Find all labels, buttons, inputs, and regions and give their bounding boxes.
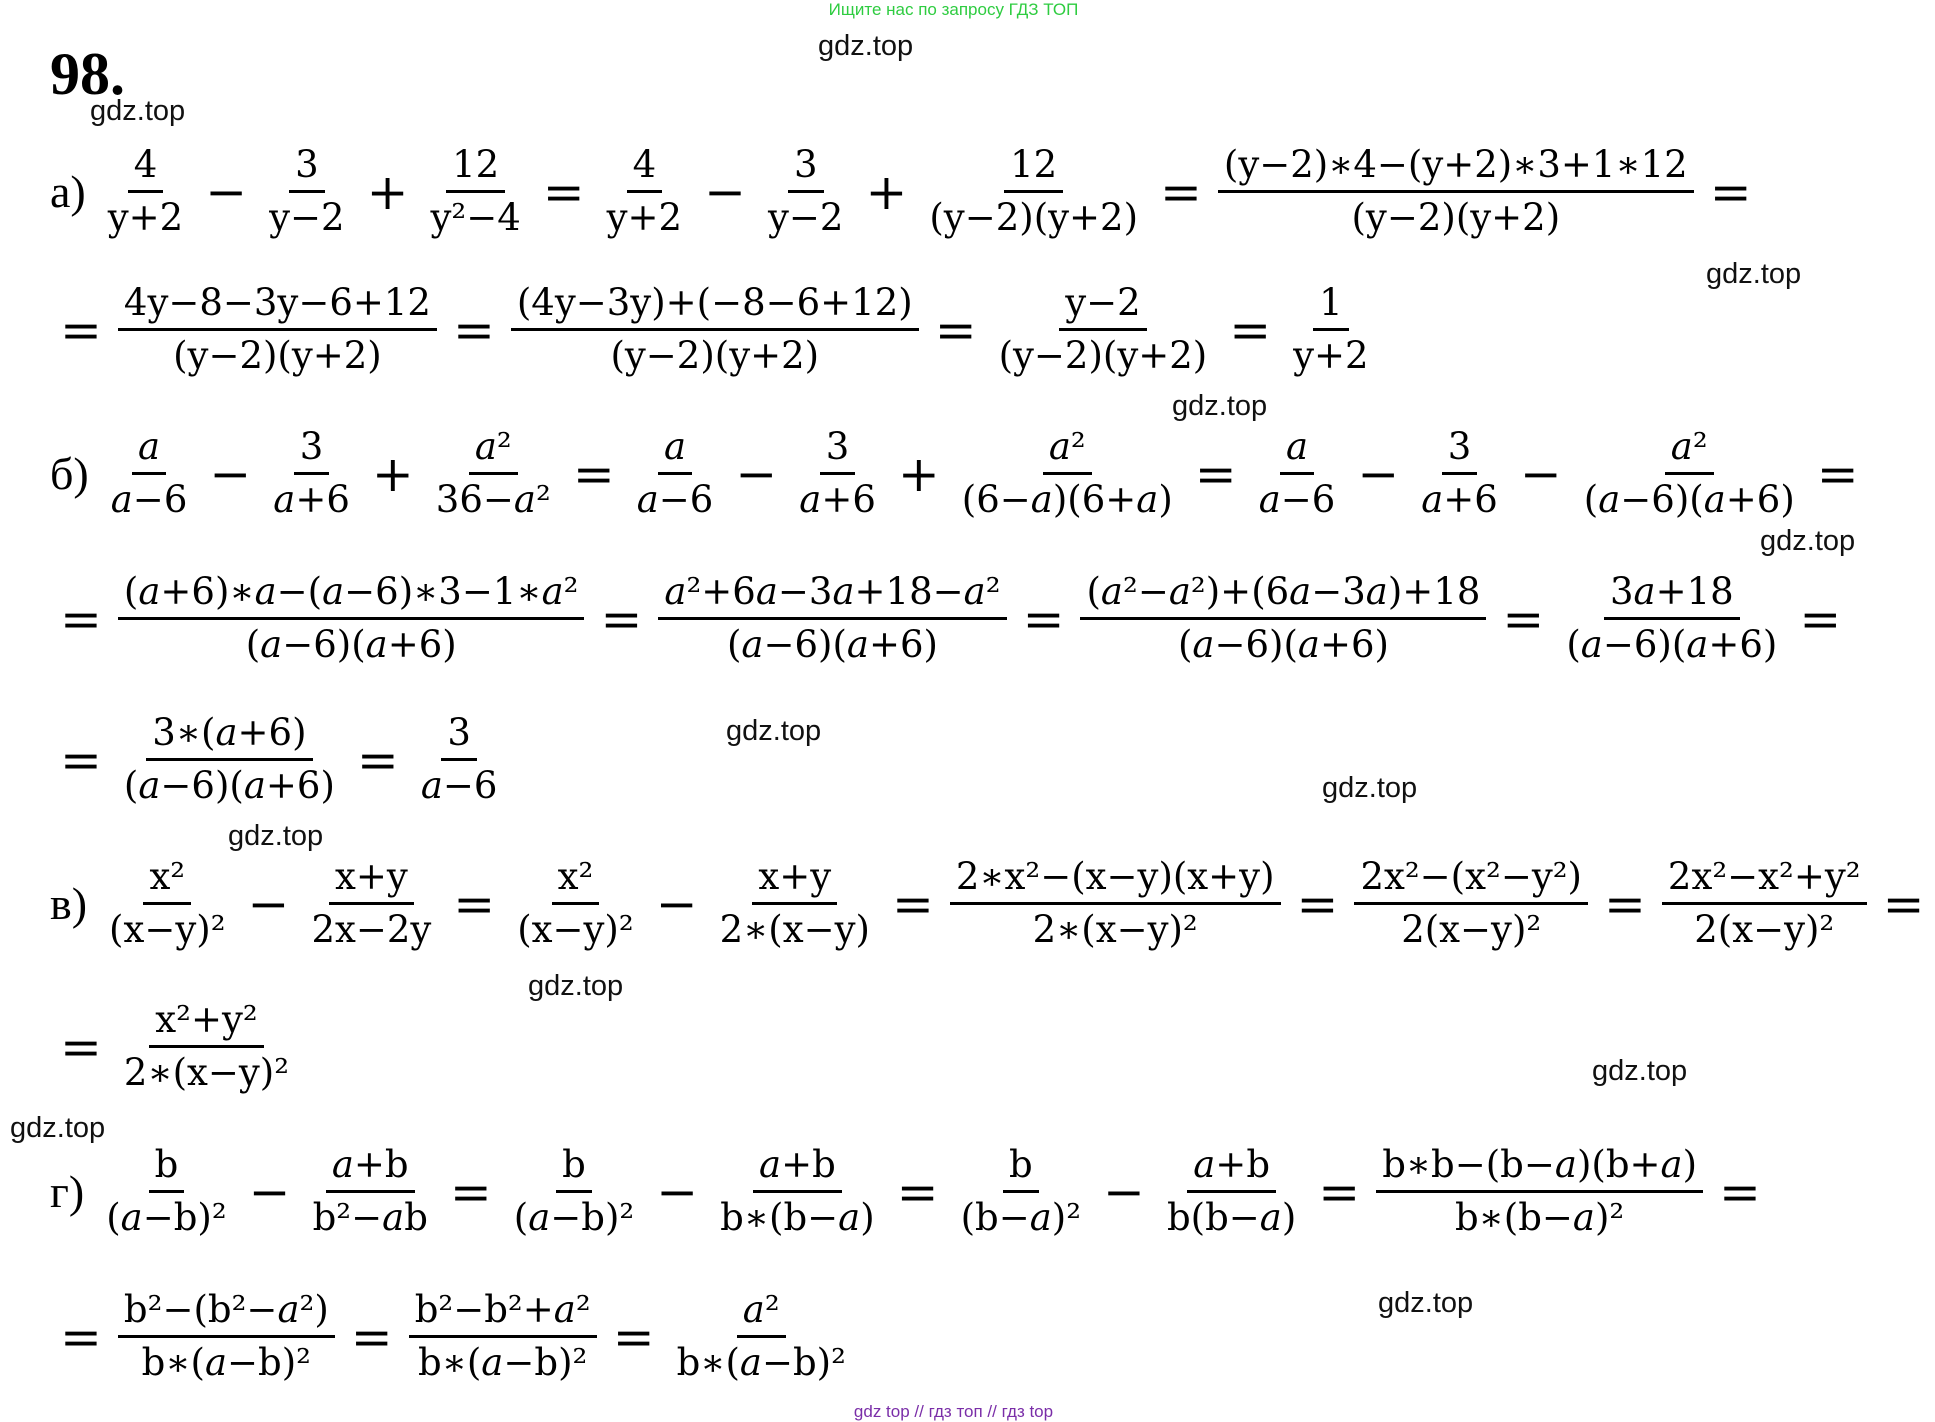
operator: = (1160, 162, 1202, 221)
operator: = (1709, 162, 1752, 221)
fraction (714, 1140, 880, 1243)
numerator: 4 (128, 140, 164, 193)
operator: = (612, 1307, 655, 1366)
watermark: gdz.top (10, 1112, 106, 1144)
fraction (601, 140, 688, 243)
denominator: b(b−a) (1166, 1196, 1297, 1239)
watermark: gdz.top (1172, 390, 1268, 422)
watermark: gdz.top (1592, 1055, 1688, 1087)
numerator: x²+y² (149, 995, 263, 1048)
fraction (263, 140, 350, 243)
operator: = (542, 162, 585, 221)
numerator: b (1003, 1140, 1039, 1193)
operator: = (1882, 874, 1925, 933)
numerator: x² (552, 852, 600, 905)
numerator: 3 (820, 422, 856, 475)
watermark: gdz.top (528, 970, 624, 1002)
operator: + (371, 444, 414, 503)
watermark: gdz.top (90, 95, 186, 127)
operator: = (1229, 300, 1272, 359)
operator: − (205, 162, 248, 221)
part-b-line-2 (50, 567, 1851, 670)
watermark: gdz.top (1378, 1287, 1474, 1319)
denominator: 2(x−y)² (1694, 908, 1835, 951)
denominator: y−2 (269, 196, 345, 239)
denominator: y+2 (1293, 334, 1369, 377)
numerator: a² (469, 422, 518, 475)
numerator: a (1280, 422, 1314, 475)
operator: = (896, 1162, 939, 1221)
numerator: a (658, 422, 692, 475)
operator: + (897, 444, 940, 503)
fraction (305, 852, 437, 955)
part-b-line-3 (50, 708, 509, 811)
denominator: (a−6)(a+6) (245, 623, 457, 666)
watermark: gdz.top (726, 715, 822, 747)
denominator: a−6 (636, 478, 714, 521)
denominator: (y−2)(y+2) (998, 334, 1208, 377)
watermark: gdz.top (818, 30, 914, 62)
numerator: 12 (1004, 140, 1063, 193)
operator: − (247, 874, 290, 933)
denominator: b∗(a−b)² (676, 1341, 846, 1384)
footer-links: gdz top // гдз топ // гдз top (853, 1402, 1054, 1421)
numerator: a+b (326, 1140, 415, 1193)
numerator: a²+6a−3a+18−a² (658, 567, 1006, 620)
fraction (955, 1140, 1087, 1243)
numerator: 12 (446, 140, 505, 193)
denominator: (a−6)(a+6) (1583, 478, 1795, 521)
fraction (118, 278, 437, 381)
fraction (415, 708, 504, 811)
operator: = (1816, 444, 1859, 503)
operator: = (1022, 589, 1065, 648)
denominator: b∗(b−a) (720, 1196, 875, 1239)
fraction (658, 567, 1006, 670)
fraction (793, 422, 882, 525)
top-banner: Ищите нас по запросу ГДЗ ТОП (828, 0, 1079, 19)
denominator: a−6 (1258, 478, 1336, 521)
operator: − (735, 444, 778, 503)
operator: + (366, 162, 409, 221)
fraction (762, 140, 849, 243)
part-label: б) (50, 448, 89, 499)
denominator: a−6 (110, 478, 188, 521)
fraction (118, 708, 341, 811)
denominator: (y−2)(y+2) (173, 334, 382, 377)
numerator: 3a+18 (1604, 567, 1740, 620)
denominator: y+2 (606, 196, 683, 239)
operator: = (60, 589, 102, 648)
fraction (631, 422, 720, 525)
fraction (1578, 422, 1801, 525)
part-g-line-1 (50, 1140, 1771, 1243)
operator: = (891, 874, 934, 933)
operator: − (248, 1162, 291, 1221)
operator: = (60, 300, 102, 359)
denominator: (a−6)(a+6) (726, 623, 938, 666)
numerator: x+y (329, 852, 414, 905)
fraction (118, 567, 585, 670)
operator: + (865, 162, 908, 221)
fraction (1080, 567, 1486, 670)
part-a-line-2 (50, 278, 1381, 381)
fraction (956, 422, 1179, 525)
operator: = (600, 589, 643, 648)
operator: = (350, 1307, 393, 1366)
fraction (1376, 1140, 1703, 1243)
denominator: 2∗(x−y)² (1032, 908, 1198, 951)
fraction (118, 995, 295, 1098)
denominator: b∗(b−a)² (1454, 1196, 1625, 1239)
operator: = (1604, 874, 1646, 933)
fraction (1560, 567, 1783, 670)
operator: − (704, 162, 747, 221)
operator: − (209, 444, 252, 503)
denominator: (x−y)² (517, 908, 634, 951)
operator: − (1519, 444, 1562, 503)
denominator: 2∗(x−y) (719, 908, 870, 951)
denominator: a−6 (420, 764, 498, 807)
operator: = (1502, 589, 1545, 648)
numerator: 2∗x²−(x−y)(x+y) (950, 852, 1281, 905)
denominator: 36−a² (435, 478, 551, 521)
numerator: (a+6)∗a−(a−6)∗3−1∗a² (118, 567, 585, 620)
fraction (1354, 852, 1588, 955)
fraction (1253, 422, 1342, 525)
numerator: b∗b−(b−a)(b+a) (1376, 1140, 1703, 1193)
fraction (409, 1285, 597, 1388)
operator: = (453, 874, 496, 933)
numerator: x+y (752, 852, 837, 905)
watermark: gdz.top (1760, 525, 1856, 557)
operator: − (1357, 444, 1400, 503)
numerator: b²−b²+a² (409, 1285, 597, 1338)
operator: = (934, 300, 977, 359)
fraction (1161, 1140, 1302, 1243)
denominator: (y−2)(y+2) (1351, 196, 1561, 239)
denominator: b²−ab (312, 1196, 428, 1239)
operator: = (452, 300, 495, 359)
part-v-line-1 (50, 852, 1935, 955)
fraction (1662, 852, 1867, 955)
fraction (511, 278, 919, 381)
fraction (671, 1285, 852, 1388)
fraction (424, 140, 526, 243)
operator: = (60, 1307, 102, 1366)
operator: = (1318, 1162, 1361, 1221)
fraction (105, 422, 194, 525)
numerator: 1 (1313, 278, 1349, 331)
denominator: (a−6)(a+6) (1177, 623, 1389, 666)
fraction (430, 422, 557, 525)
denominator: b∗(a−b)² (141, 1341, 311, 1384)
fraction (307, 1140, 434, 1243)
watermark: gdz.top (1706, 258, 1802, 290)
denominator: 2(x−y)² (1401, 908, 1542, 951)
numerator: 4 (627, 140, 663, 193)
denominator: (a−b)² (513, 1196, 635, 1239)
fraction (508, 1140, 640, 1243)
denominator: 2∗(x−y)² (123, 1051, 290, 1094)
denominator: 2x−2y (311, 908, 432, 951)
numerator: b (149, 1140, 185, 1193)
denominator: a+6 (1421, 478, 1498, 521)
operator: = (60, 730, 102, 789)
denominator: y+2 (107, 196, 184, 239)
numerator: 3 (441, 708, 477, 761)
numerator: 2x²−(x²−y²) (1354, 852, 1588, 905)
part-label: в) (50, 878, 88, 929)
task-number: 98. (50, 41, 125, 107)
numerator: b (556, 1140, 592, 1193)
numerator: 3 (289, 140, 325, 193)
numerator: a² (1043, 422, 1092, 475)
fraction (950, 852, 1281, 955)
numerator: 3 (1442, 422, 1478, 475)
numerator: (4y−3y)+(−8−6+12) (511, 278, 919, 331)
denominator: y−2 (768, 196, 844, 239)
operator: = (1194, 444, 1237, 503)
denominator: y²−4 (430, 196, 521, 239)
denominator: a+6 (273, 478, 350, 521)
numerator: 3 (294, 422, 330, 475)
numerator: 3∗(a+6) (146, 708, 312, 761)
fraction (100, 1140, 232, 1243)
denominator: (a−6)(a+6) (1566, 623, 1778, 666)
operator: = (1296, 874, 1339, 933)
operator: = (1719, 1162, 1761, 1221)
numerator: 2x²−x²+y² (1662, 852, 1867, 905)
fraction (993, 278, 1214, 381)
numerator: a+b (753, 1140, 842, 1193)
numerator: b²−(b²−a²) (118, 1285, 335, 1338)
fraction (267, 422, 356, 525)
fraction (1415, 422, 1504, 525)
denominator: a+6 (799, 478, 876, 521)
part-g-line-2 (50, 1285, 858, 1388)
operator: = (449, 1162, 492, 1221)
denominator: (y−2)(y+2) (929, 196, 1139, 239)
numerator: a² (1665, 422, 1714, 475)
operator: − (655, 874, 698, 933)
denominator: (a−b)² (106, 1196, 227, 1239)
fraction (511, 852, 639, 955)
denominator: (y−2)(y+2) (610, 334, 820, 377)
operator: − (1103, 1162, 1145, 1221)
fraction (714, 852, 876, 955)
numerator: a (132, 422, 166, 475)
numerator: (y−2)∗4−(y+2)∗3+1∗12 (1218, 140, 1694, 193)
numerator: (a²−a²)+(6a−3a)+18 (1080, 567, 1486, 620)
numerator: y−2 (1059, 278, 1146, 331)
watermark: gdz.top (228, 820, 324, 852)
denominator: (6−a)(6+a) (961, 478, 1173, 521)
fraction (102, 140, 189, 243)
operator: = (1799, 589, 1842, 648)
numerator: 3 (788, 140, 824, 193)
operator: = (60, 1017, 102, 1076)
denominator: (a−6)(a+6) (123, 764, 335, 807)
part-a-line-1 (50, 140, 1762, 243)
fraction (118, 1285, 335, 1388)
fraction (1218, 140, 1694, 243)
numerator: a² (737, 1285, 786, 1338)
operator: − (656, 1162, 699, 1221)
part-v-line-2 (50, 995, 301, 1098)
operator: = (572, 444, 615, 503)
part-label: г) (50, 1166, 85, 1217)
part-label: а) (50, 166, 86, 217)
part-b-line-1 (50, 422, 1869, 525)
operator: = (356, 730, 399, 789)
fraction (923, 140, 1144, 243)
denominator: (b−a)² (960, 1196, 1082, 1239)
numerator: a+b (1187, 1140, 1276, 1193)
denominator: (x−y)² (109, 908, 226, 951)
watermark: gdz.top (1322, 772, 1418, 804)
fraction (1287, 278, 1374, 381)
fraction (103, 852, 231, 955)
denominator: b∗(a−b)² (418, 1341, 588, 1384)
numerator: x² (143, 852, 191, 905)
numerator: 4y−8−3y−6+12 (118, 278, 437, 331)
